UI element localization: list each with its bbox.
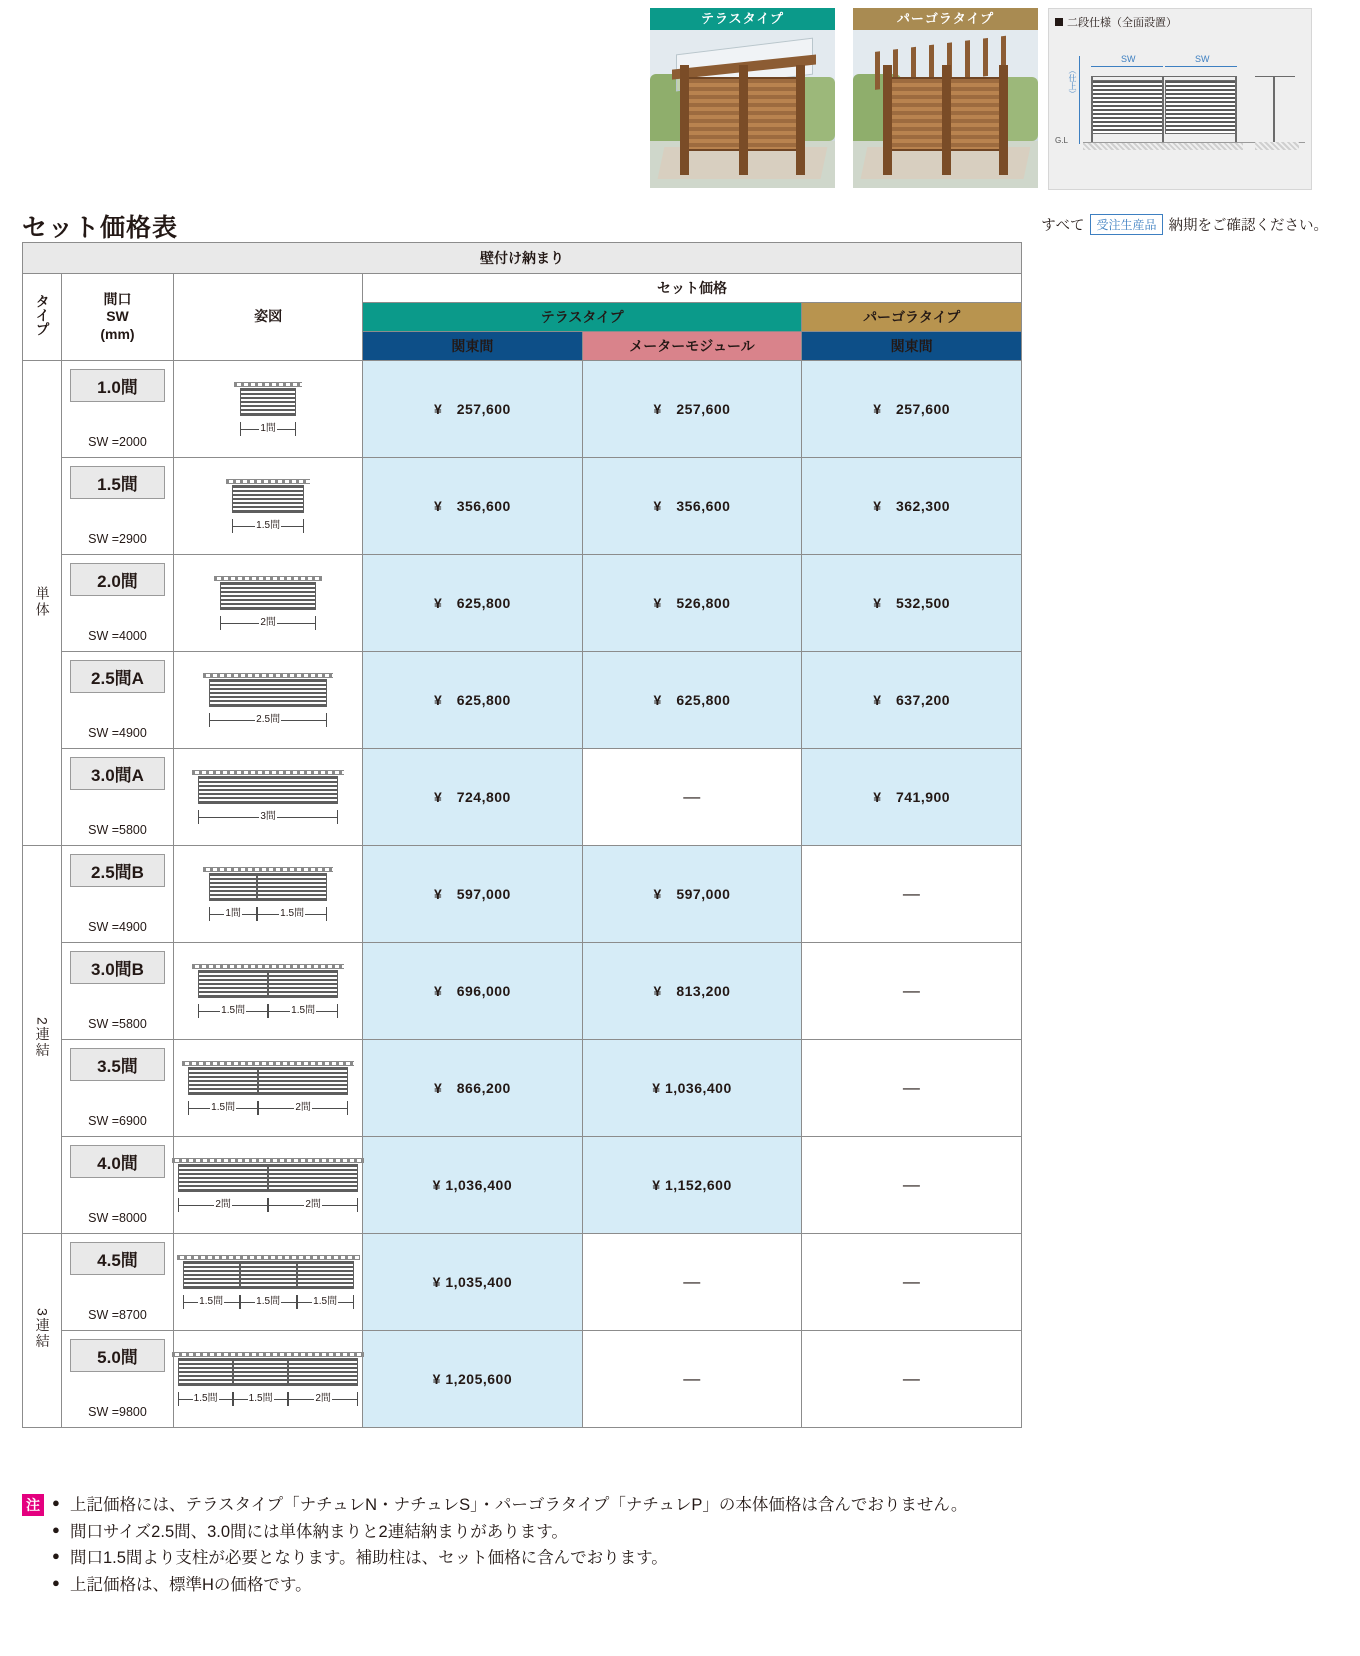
col-header-figure: 姿図 [174, 274, 363, 361]
size-cell [61, 361, 173, 458]
size-label: 3.0間B [70, 951, 165, 984]
price-cell: ¥ 1,036,400 [582, 1040, 802, 1137]
size-cell [61, 846, 173, 943]
size-cell [61, 749, 173, 846]
figure-dimension-segment: 2間 [288, 1392, 358, 1406]
price-cell: ¥ 257,600 [363, 361, 583, 458]
price-cell: ¥ 526,800 [582, 555, 802, 652]
figure-dimensions [178, 1392, 358, 1406]
product-photo-strip [650, 8, 1038, 188]
figure-dimension-segment: 2間 [268, 1198, 358, 1212]
note-prefix: すべて [1041, 218, 1085, 234]
figure-cell [174, 1234, 363, 1331]
photo-caption-pergola: パーゴラタイプ [853, 8, 1038, 30]
product-figure [232, 477, 304, 535]
figure-louver-unit [240, 388, 296, 416]
note-suffix: 納期をご確認ください。 [1168, 218, 1328, 234]
price-cell: ¥ 625,800 [363, 652, 583, 749]
product-figure [209, 865, 327, 923]
product-figure [209, 671, 327, 729]
figure-louver-unit [288, 1358, 358, 1386]
size-label: 1.5間 [70, 466, 165, 499]
figure-louver-unit [188, 1067, 258, 1095]
figure-cell [174, 1040, 363, 1137]
spec-diagram-drawing [1049, 32, 1311, 174]
price-cell: ¥ 813,200 [582, 943, 802, 1040]
figure-dimension-segment: 1.5間 [188, 1101, 258, 1115]
table-row [23, 1234, 1022, 1331]
size-cell [61, 652, 173, 749]
product-figure [198, 962, 338, 1020]
photo-post-right [999, 65, 1008, 176]
sw-label: SW =5800 [88, 1017, 147, 1031]
figure-dimension-segment: 3間 [198, 810, 338, 824]
made-to-order-badge: 受注生産品 [1090, 214, 1162, 235]
size-label: 3.5間 [70, 1048, 165, 1081]
size-cell [61, 555, 173, 652]
price-cell: ¥ 1,036,400 [363, 1137, 583, 1234]
product-figure [178, 1156, 358, 1214]
figure-louver-unit [268, 970, 338, 998]
price-cell: ¥ 1,035,400 [363, 1234, 583, 1331]
col-header-terrace-kanto: 関東間 [363, 332, 583, 361]
figure-dimensions [188, 1101, 348, 1115]
size-cell [61, 943, 173, 1040]
footer-notes [22, 1492, 1032, 1599]
figure-louver-unit [198, 776, 338, 804]
photo-post-right [796, 65, 805, 176]
figure-dimension-segment: 1.5間 [268, 1004, 338, 1018]
table-row [23, 943, 1022, 1040]
figure-louver-unit [209, 679, 327, 707]
photo-post-mid [739, 65, 748, 176]
figure-dimension-segment: 1.5間 [198, 1004, 268, 1018]
figure-cell [174, 652, 363, 749]
size-label: 3.0間A [70, 757, 165, 790]
sw-dim-line-2 [1165, 66, 1237, 67]
figure-roof [177, 1255, 360, 1260]
sw-label: SW =8000 [88, 1211, 147, 1225]
figure-louver-unit [257, 873, 327, 901]
figure-dimensions [220, 616, 316, 630]
price-cell: ¥ 696,000 [363, 943, 583, 1040]
table-row [23, 1137, 1022, 1234]
figure-roof [214, 576, 322, 581]
col-header-set-price: セット価格 [363, 274, 1022, 303]
category-cell: 3連結 [23, 1234, 62, 1428]
side-post [1273, 76, 1275, 142]
price-cell: ¥ 1,205,600 [363, 1331, 583, 1428]
product-figure [178, 1350, 358, 1408]
col-header-pergola: パーゴラタイプ [802, 303, 1022, 332]
figure-dimensions [209, 907, 327, 921]
sw-label: SW =4900 [88, 920, 147, 934]
figure-cell [174, 749, 363, 846]
figure-louver-unit [220, 582, 316, 610]
sw-label-2: SW [1195, 54, 1210, 64]
photo-terrace [650, 8, 835, 188]
product-figure [240, 380, 296, 438]
figure-dimensions [240, 422, 296, 436]
price-cell: — [802, 1331, 1022, 1428]
size-label: 5.0間 [70, 1339, 165, 1372]
price-cell: ¥ 597,000 [582, 846, 802, 943]
ground-hatch [1083, 142, 1243, 150]
price-cell: — [582, 749, 802, 846]
col-header-terrace: テラスタイプ [363, 303, 802, 332]
price-cell: ¥ 724,800 [363, 749, 583, 846]
product-figure [220, 574, 316, 632]
figure-dimension-segment: 2間 [220, 616, 316, 630]
side-top-beam [1255, 76, 1295, 77]
post-mid [1162, 76, 1164, 142]
footer-note-item: ● 上記価格には、テラスタイプ「ナチュレN・ナチュレS」・パーゴラタイプ「ナチュレP」の本体価格は含んでおりません。 [52, 1492, 967, 1519]
price-cell: ¥ 356,600 [582, 458, 802, 555]
spec-diagram-box [1048, 8, 1312, 190]
sw-label: SW =6900 [88, 1114, 147, 1128]
figure-roof [182, 1061, 354, 1066]
table-row [23, 1040, 1022, 1137]
sw-label-1: SW [1121, 54, 1136, 64]
price-cell: — [582, 1234, 802, 1331]
figure-dimension-segment: 1.5間 [183, 1295, 240, 1309]
figure-louver-unit [268, 1164, 358, 1192]
figure-roof [203, 867, 333, 872]
square-bullet-icon [1055, 18, 1063, 26]
figure-dimension-segment: 2.5間 [209, 713, 327, 727]
sw-label: SW =5800 [88, 823, 147, 837]
price-table-body [23, 361, 1022, 1428]
photo-post-mid [942, 65, 951, 176]
gl-label: G.L [1055, 136, 1068, 145]
price-cell: ¥ 532,500 [802, 555, 1022, 652]
photo-image-terrace [650, 30, 835, 188]
figure-roof [226, 479, 310, 484]
figure-dimensions [178, 1198, 358, 1212]
price-cell: ¥ 257,600 [802, 361, 1022, 458]
figure-louver-unit [297, 1261, 354, 1289]
figure-cell [174, 458, 363, 555]
price-cell: ¥ 356,600 [363, 458, 583, 555]
table-row [23, 652, 1022, 749]
sw-label: SW =2000 [88, 435, 147, 449]
figure-roof [172, 1158, 364, 1163]
category-cell: 単体 [23, 361, 62, 846]
photo-pergola [853, 8, 1038, 188]
spec-diagram-title [1049, 9, 1311, 32]
col-header-pergola-kanto: 関東間 [802, 332, 1022, 361]
price-cell: — [802, 943, 1022, 1040]
made-to-order-note [1041, 214, 1328, 235]
post-left [1091, 76, 1093, 142]
figure-cell [174, 846, 363, 943]
price-cell: — [802, 1234, 1022, 1331]
height-dim-line [1079, 56, 1080, 144]
footer-note-item: ● 間口サイズ2.5間、3.0間には単体納まりと2連結納まりがあります。 [52, 1519, 967, 1546]
figure-dimension-segment: 2間 [258, 1101, 348, 1115]
louver-panel-right [1165, 80, 1237, 134]
size-label: 2.5間A [70, 660, 165, 693]
price-table [22, 242, 1022, 1428]
product-figure [198, 768, 338, 826]
size-cell [61, 1040, 173, 1137]
size-cell [61, 458, 173, 555]
product-figure [188, 1059, 348, 1117]
figure-roof [172, 1352, 364, 1357]
figure-louver-unit [258, 1067, 348, 1095]
sw-dim-line-1 [1091, 66, 1163, 67]
price-cell: ¥ 625,800 [582, 652, 802, 749]
price-cell: ¥ 625,800 [363, 555, 583, 652]
size-label: 2.5間B [70, 854, 165, 887]
photo-post-left [680, 65, 689, 176]
figure-dimension-segment: 1間 [209, 907, 257, 921]
table-row [23, 458, 1022, 555]
footer-note-list [52, 1492, 967, 1599]
figure-dimension-segment: 1.5間 [240, 1295, 297, 1309]
figure-dimensions [232, 519, 304, 533]
figure-dimension-segment: 1.5間 [257, 907, 327, 921]
product-figure [183, 1253, 354, 1311]
size-label: 1.0間 [70, 369, 165, 402]
figure-dimension-segment: 1.5間 [178, 1392, 233, 1406]
figure-dimension-segment: 1.5間 [232, 519, 304, 533]
figure-louver-unit [178, 1164, 268, 1192]
size-cell [61, 1137, 173, 1234]
post-right [1235, 76, 1237, 142]
figure-cell [174, 361, 363, 458]
price-cell: ¥ 257,600 [582, 361, 802, 458]
figure-roof [203, 673, 333, 678]
size-cell [61, 1234, 173, 1331]
size-label: 4.5間 [70, 1242, 165, 1275]
figure-dimension-segment: 1.5間 [233, 1392, 288, 1406]
price-cell: — [802, 1040, 1022, 1137]
figure-roof [234, 382, 302, 387]
table-row [23, 555, 1022, 652]
footer-note-item: ● 間口1.5間より支柱が必要となります。補助柱は、セット価格に含んでおります。 [52, 1545, 967, 1572]
side-ground-hatch [1255, 142, 1299, 150]
spec-diagram-title-text: 二段仕様（全面設置） [1067, 17, 1177, 29]
footer-note-item: ● 上記価格は、標準Hの価格です。 [52, 1572, 967, 1599]
figure-louver-unit [232, 485, 304, 513]
page-title: セット価格表 [22, 214, 179, 242]
table-row [23, 1331, 1022, 1428]
table-row [23, 749, 1022, 846]
figure-dimension-segment: 1間 [240, 422, 296, 436]
louver-panel-left [1091, 80, 1163, 134]
figure-cell [174, 1137, 363, 1234]
price-cell: ¥ 741,900 [802, 749, 1022, 846]
top-beam [1091, 76, 1237, 77]
figure-roof [192, 964, 344, 969]
figure-cell [174, 1331, 363, 1428]
figure-louver-unit [209, 873, 257, 901]
figure-dimensions [198, 810, 338, 824]
sw-label: SW =2900 [88, 532, 147, 546]
table-section-title: 壁付け納まり [23, 243, 1022, 274]
col-header-terrace-meter: メーターモジュール [582, 332, 802, 361]
photo-caption-terrace: テラスタイプ [650, 8, 835, 30]
price-cell: ¥ 597,000 [363, 846, 583, 943]
price-cell: ¥ 866,200 [363, 1040, 583, 1137]
col-header-type: タイプ [23, 274, 62, 361]
size-label: 2.0間 [70, 563, 165, 596]
price-cell: ¥ 362,300 [802, 458, 1022, 555]
figure-louver-unit [183, 1261, 240, 1289]
figure-louver-unit [233, 1358, 288, 1386]
figure-dimension-segment: 2間 [178, 1198, 268, 1212]
category-cell: 2連結 [23, 846, 62, 1234]
price-cell: — [802, 1137, 1022, 1234]
sw-label: SW =4900 [88, 726, 147, 740]
price-cell: — [582, 1331, 802, 1428]
figure-dimensions [183, 1295, 354, 1309]
figure-dimensions [198, 1004, 338, 1018]
figure-louver-unit [178, 1358, 233, 1386]
sw-label: SW =8700 [88, 1308, 147, 1322]
figure-roof [192, 770, 344, 775]
photo-post-left [883, 65, 892, 176]
note-badge: 注 [22, 1494, 44, 1516]
figure-dimension-segment: 1.5間 [297, 1295, 354, 1309]
col-header-sw: 間口 SW (mm) [61, 274, 173, 361]
figure-dimensions [209, 713, 327, 727]
price-cell: — [802, 846, 1022, 943]
table-row [23, 846, 1022, 943]
height-dim-label: （仕上） [1068, 66, 1077, 98]
photo-image-pergola [853, 30, 1038, 188]
figure-cell [174, 943, 363, 1040]
size-cell [61, 1331, 173, 1428]
price-cell: ¥ 637,200 [802, 652, 1022, 749]
price-cell: ¥ 1,152,600 [582, 1137, 802, 1234]
table-row [23, 361, 1022, 458]
figure-cell [174, 555, 363, 652]
figure-louver-unit [198, 970, 268, 998]
sw-label: SW =4000 [88, 629, 147, 643]
size-label: 4.0間 [70, 1145, 165, 1178]
sw-label: SW =9800 [88, 1405, 147, 1419]
figure-louver-unit [240, 1261, 297, 1289]
